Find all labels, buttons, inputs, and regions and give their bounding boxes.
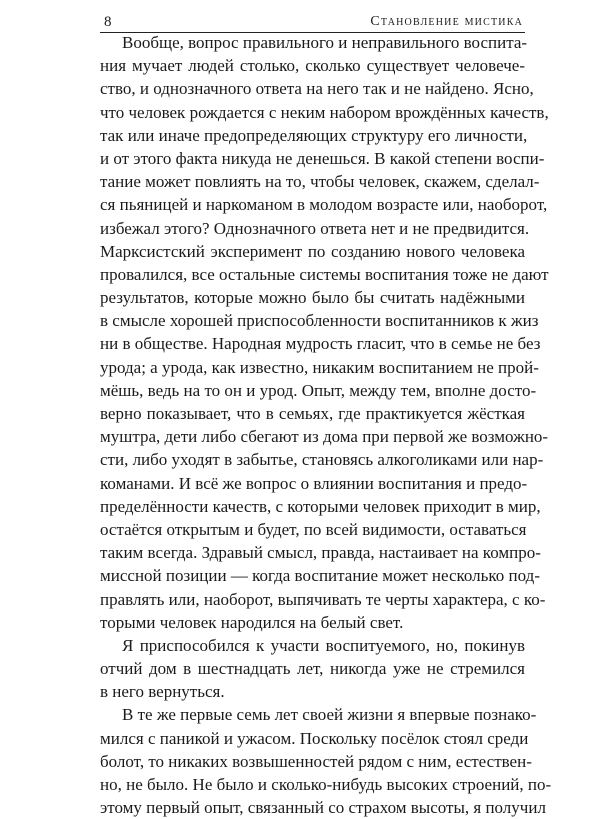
text-line: этому первый опыт, связанный со страхом высоты, я получил [100, 798, 546, 818]
text-line: болот, то никаких возвышенностей рядом с ним, естествен- [100, 751, 532, 771]
page-number: 8 [104, 14, 112, 30]
text-line: остаётся открытым и будет, по всей видимости, оставаться [100, 519, 527, 539]
text-line: в него вернуться. [100, 682, 225, 702]
text-line: Марксистский эксперимент по созданию нового человека [100, 241, 525, 261]
text-line: ния мучает людей столько, сколько существует человече- [100, 56, 525, 76]
paragraph [100, 31, 549, 634]
text-line: ся пьяницей и наркоманом в молодом возрасте или, наоборот, [100, 195, 548, 215]
text-line: правлять или, наоборот, выпячивать те черты характера, с ко- [100, 589, 546, 609]
text-line: так или иначе предопределяющих структуру его личности, [100, 125, 528, 145]
text-line: сти, либо уходят в забытье, становясь алкоголиками или нар- [100, 450, 544, 470]
text-line: и от этого факта никуда не денешься. В какой степени воспи- [100, 148, 545, 168]
text-line: урода; а урода, как известно, никаким воспитанием не прой- [100, 357, 539, 377]
text-line: муштра, дети либо сбегают из дома при первой же возможно- [100, 427, 549, 447]
running-title: Становление мистика [370, 14, 523, 29]
text-line: но, не было. Не было и сколько-нибудь высоких строений, по- [100, 775, 552, 794]
text-line: провалился, все остальные системы воспитания тоже не дают [100, 264, 549, 284]
text-line: В те же первые семь лет своей жизни я впервые познако- [122, 705, 537, 725]
page-header [100, 10, 525, 33]
text-line: мился с паникой и ужасом. Поскольку посёлок стоял среди [100, 728, 529, 748]
text-line: отчий дом в шестнадцать лет, никогда уже не стремился [100, 659, 525, 679]
text-line: торыми человек народился на белый свет. [100, 612, 404, 632]
paragraph [100, 703, 552, 819]
text-line: миссной позиции — когда воспитание может несколько под- [100, 566, 540, 586]
text-line: тание может повлиять на то, чтобы человек, скажем, сделал- [100, 172, 540, 192]
text-line: ни в обществе. Народная мудрость гласит, что в семье не без [100, 334, 541, 354]
text-line: Я приспособился к участи воспитуемого, но, покинув [122, 635, 525, 655]
paragraph [100, 634, 525, 704]
text-line: верно показывает, что в семьях, где практикуется жёсткая [100, 404, 525, 423]
text-line: пределённости качеств, с которыми человек приходит в мир, [100, 496, 541, 516]
body-text [100, 31, 552, 819]
text-line: избежал этого? Однозначного ответа нет и не предвидится. [100, 218, 530, 238]
text-line: мёшь, ведь на то он и урод. Опыт, между тем, вполне досто- [100, 380, 537, 400]
text-line: команами. И всё же вопрос о влиянии воспитания и предо- [100, 473, 528, 493]
text-line: что человек рождается с неким набором врождённых качеств, [100, 102, 549, 122]
text-line: результатов, которые можно было бы считать надёжными [100, 288, 525, 308]
text-line: таким всегда. Здравый смысл, правда, настаивает на компро- [100, 543, 541, 563]
text-line: ство, и однозначного ответа на него так и не найдено. Ясно, [100, 79, 534, 99]
text-line: в смысле хорошей приспособленности воспитанников к жиз [100, 311, 539, 331]
text-line: Вообще, вопрос правильного и неправильного воспита- [122, 33, 528, 52]
